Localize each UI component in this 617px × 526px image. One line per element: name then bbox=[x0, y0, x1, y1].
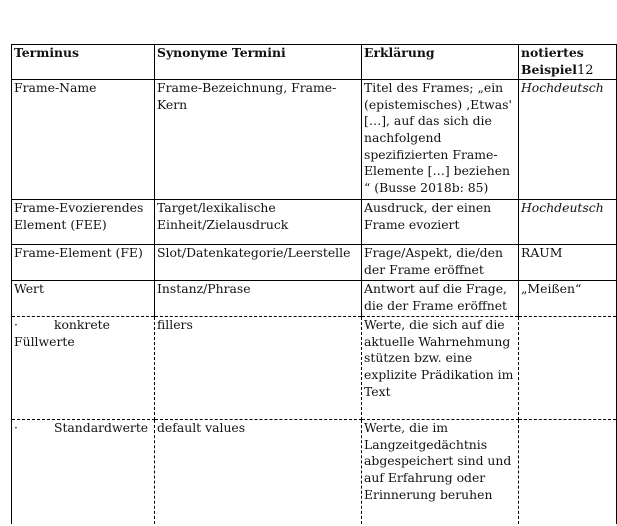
header-terminus: Terminus bbox=[12, 45, 155, 80]
cell-beispiel bbox=[519, 317, 617, 420]
cell-erklaerung: Titel des Frames; „ein (epistemisches) ‚Etwas' […], auf das sich die nachfolgend spezifizierten Frame-Elemente […] beziehen “ (Busse 2018b: 85) bbox=[362, 80, 519, 200]
cell-beispiel bbox=[519, 420, 617, 524]
table-row bbox=[12, 420, 617, 524]
terminology-table bbox=[11, 44, 617, 524]
cell-synonyme: Frame-Bezeichnung, Frame-Kern bbox=[155, 80, 362, 200]
cell-terminus: Frame-Element (FE) bbox=[12, 245, 155, 281]
table-row bbox=[12, 200, 617, 245]
cell-beispiel: „Meißen“ bbox=[519, 281, 617, 317]
cell-erklaerung: Frage/Aspekt, die/den der Frame eröffnet bbox=[362, 245, 519, 281]
header-erklaerung: Erklärung bbox=[362, 45, 519, 80]
table-row bbox=[12, 317, 617, 420]
cell-erklaerung: Werte, die sich auf die aktuelle Wahrnehmung stützen bzw. eine explizite Prädikation im Text bbox=[362, 317, 519, 420]
cell-beispiel: RAUM bbox=[519, 245, 617, 281]
cell-terminus bbox=[12, 317, 155, 420]
cell-synonyme: default values bbox=[155, 420, 362, 524]
cell-terminus bbox=[12, 420, 155, 524]
cell-synonyme: Instanz/Phrase bbox=[155, 281, 362, 317]
cell-synonyme: fillers bbox=[155, 317, 362, 420]
header-synonyme: Synonyme Termini bbox=[155, 45, 362, 80]
cell-beispiel: Hochdeutsch bbox=[519, 80, 617, 200]
bullet: · bbox=[14, 317, 18, 333]
cell-beispiel: Hochdeutsch bbox=[519, 200, 617, 245]
cell-terminus-text: konkrete Füllwerte bbox=[14, 317, 110, 349]
cell-terminus-text: Standardwerte bbox=[53, 420, 149, 436]
header-beispiel-label: notiertes Beispiel bbox=[521, 45, 584, 77]
cell-synonyme: Slot/Datenkategorie/Leerstelle bbox=[155, 245, 362, 281]
table-row bbox=[12, 80, 617, 200]
cell-erklaerung: Ausdruck, der einen Frame evoziert bbox=[362, 200, 519, 245]
cell-erklaerung: Werte, die im Langzeitgedächtnis abgespeichert sind und auf Erfahrung oder Erinnerung beruhen bbox=[362, 420, 519, 524]
cell-synonyme: Target/lexikalische Einheit/Zielausdruck bbox=[155, 200, 362, 245]
table-row bbox=[12, 281, 617, 317]
footnote-marker: 12 bbox=[577, 62, 594, 78]
cell-terminus: Frame-Name bbox=[12, 80, 155, 200]
cell-terminus: Frame-Evozierendes Element (FEE) bbox=[12, 200, 155, 245]
header-row bbox=[12, 45, 617, 80]
cell-erklaerung: Antwort auf die Frage, die der Frame eröffnet bbox=[362, 281, 519, 317]
header-beispiel bbox=[519, 45, 617, 80]
cell-terminus: Wert bbox=[12, 281, 155, 317]
table-row bbox=[12, 245, 617, 281]
bullet: · bbox=[14, 420, 18, 436]
